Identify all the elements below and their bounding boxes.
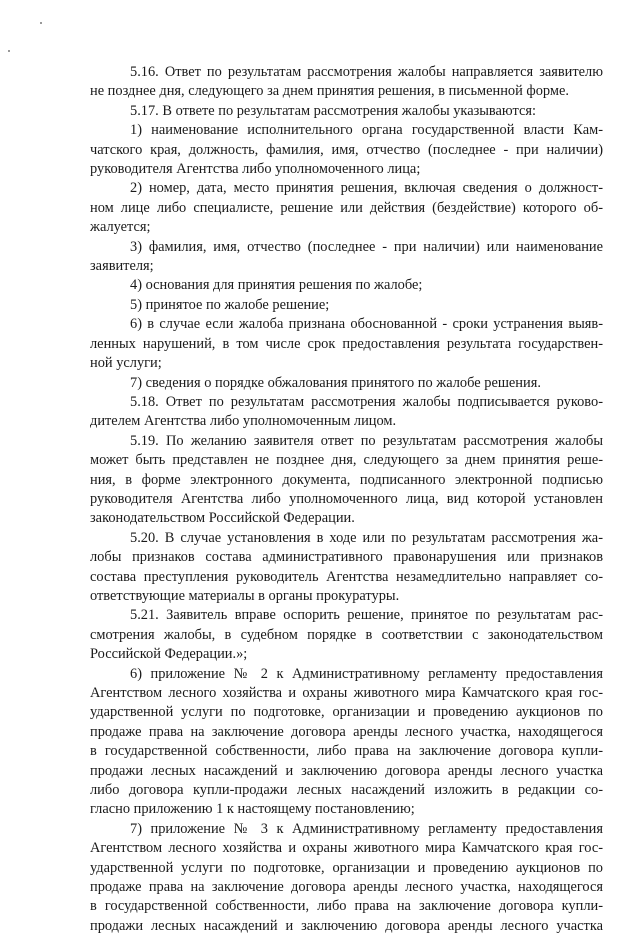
text-line: продаже права на заключение договора аренды лесного участка, находящегося xyxy=(90,723,603,740)
text-line: дителем Агентства либо уполномоченным лицом. xyxy=(90,413,397,430)
text-line: ленных нарушений, в том числе срок предоставления результата государствен- xyxy=(90,335,603,352)
text-line: руководителя Агентства либо уполномоченного лица; xyxy=(90,161,421,178)
text-line: чатского края, должность, фамилия, имя, отчество (последнее - при наличии) xyxy=(90,141,603,158)
text-line: 5.17. В ответе по результатам рассмотрения жалобы указываются: xyxy=(130,102,536,119)
text-line: заявителя; xyxy=(90,258,154,275)
text-line: законодательством Российской Федерации. xyxy=(90,510,355,527)
text-line: гласно приложению 1 к настоящему постановлению; xyxy=(90,801,415,818)
text-line: 7) сведения о порядке обжалования принятого по жалобе решения. xyxy=(130,374,541,391)
document-page xyxy=(90,63,603,936)
text-line: ответствующие материалы в органы прокуратуры. xyxy=(90,587,400,604)
text-line: смотрения жалобы, в судебном порядке в соответствии с законодательством xyxy=(90,626,603,643)
scan-speck xyxy=(40,22,42,24)
text-line: 5) принятое по жалобе решение; xyxy=(130,296,330,313)
text-line: не позднее дня, следующего за днем принятия решения, в письменной форме. xyxy=(90,83,569,100)
text-line: ударственной услуги по подготовке, организации и проведению аукционов по xyxy=(90,704,603,721)
text-line: Российской Федерации.»; xyxy=(90,646,248,663)
text-line: 7) приложение № 3 к Административному регламенту предоставления xyxy=(130,820,603,837)
text-line: 3) фамилия, имя, отчество (последнее - при наличии) или наименование xyxy=(130,238,603,255)
text-line: продаже права на заключение договора аренды лесного участка, находящегося xyxy=(90,879,603,896)
text-line: в государственной собственности, либо права на заключение договора купли- xyxy=(90,743,603,760)
text-line: Агентством лесного хозяйства и охраны животного мира Камчатского края гос- xyxy=(90,685,603,701)
text-line: 6) в случае если жалоба признана обоснованной - сроки устранения выяв- xyxy=(130,316,603,333)
text-line: 4) основания для принятия решения по жалобе; xyxy=(130,277,423,294)
text-line: продажи лесных насаждений и заключению договора аренды лесного участка xyxy=(90,762,603,779)
text-line: в государственной собственности, либо права на заключение договора купли- xyxy=(90,898,603,915)
text-line: 5.21. Заявитель вправе оспорить решение, принятое по результатам рас- xyxy=(130,607,603,624)
text-line: 5.18. Ответ по результатам рассмотрения жалобы подписывается руково- xyxy=(130,393,603,410)
text-line: 1) наименование исполнительного органа государственной власти Кам- xyxy=(130,122,603,139)
text-line: ния, в форме электронного документа, подписанного электронной подписью xyxy=(90,471,603,488)
text-line: 5.16. Ответ по результатам рассмотрения жалобы направляется заявителю xyxy=(130,64,603,80)
text-line: ударственной услуги по подготовке, организации и проведению аукционов по xyxy=(90,859,603,876)
text-line: ной услуги; xyxy=(90,355,162,372)
scan-speck xyxy=(8,50,10,52)
text-line: руководителя Агентства либо уполномоченного лица, вид которой установлен xyxy=(90,490,603,507)
text-line: ном лице либо специалисте, решение или действия (бездействие) которого об- xyxy=(90,199,603,216)
text-line: лобы признаков состава административного правонарушения или признаков xyxy=(90,549,603,566)
text-line: либо договора купли-продажи лесных насаждений изложить в редакции со- xyxy=(90,782,603,799)
text-line: может быть представлен не позднее дня, следующего за днем принятия реше- xyxy=(90,452,603,469)
text-line: 2) номер, дата, место принятия решения, включая сведения о должност- xyxy=(130,180,603,197)
text-line: 6) приложение № 2 к Административному регламенту предоставления xyxy=(130,665,603,682)
text-line: Агентством лесного хозяйства и охраны животного мира Камчатского края гос- xyxy=(90,840,603,857)
text-line: 5.19. По желанию заявителя ответ по результатам рассмотрения жалобы xyxy=(130,432,603,449)
text-line: 5.20. В случае установления в ходе или по результатам рассмотрения жа- xyxy=(130,529,603,546)
text-line: продажи лесных насаждений и заключению договора аренды лесного участка xyxy=(90,917,603,934)
text-line: жалуется; xyxy=(90,219,151,236)
text-line: состава преступления руководитель Агентства незамедлительно направляет со- xyxy=(90,568,603,585)
